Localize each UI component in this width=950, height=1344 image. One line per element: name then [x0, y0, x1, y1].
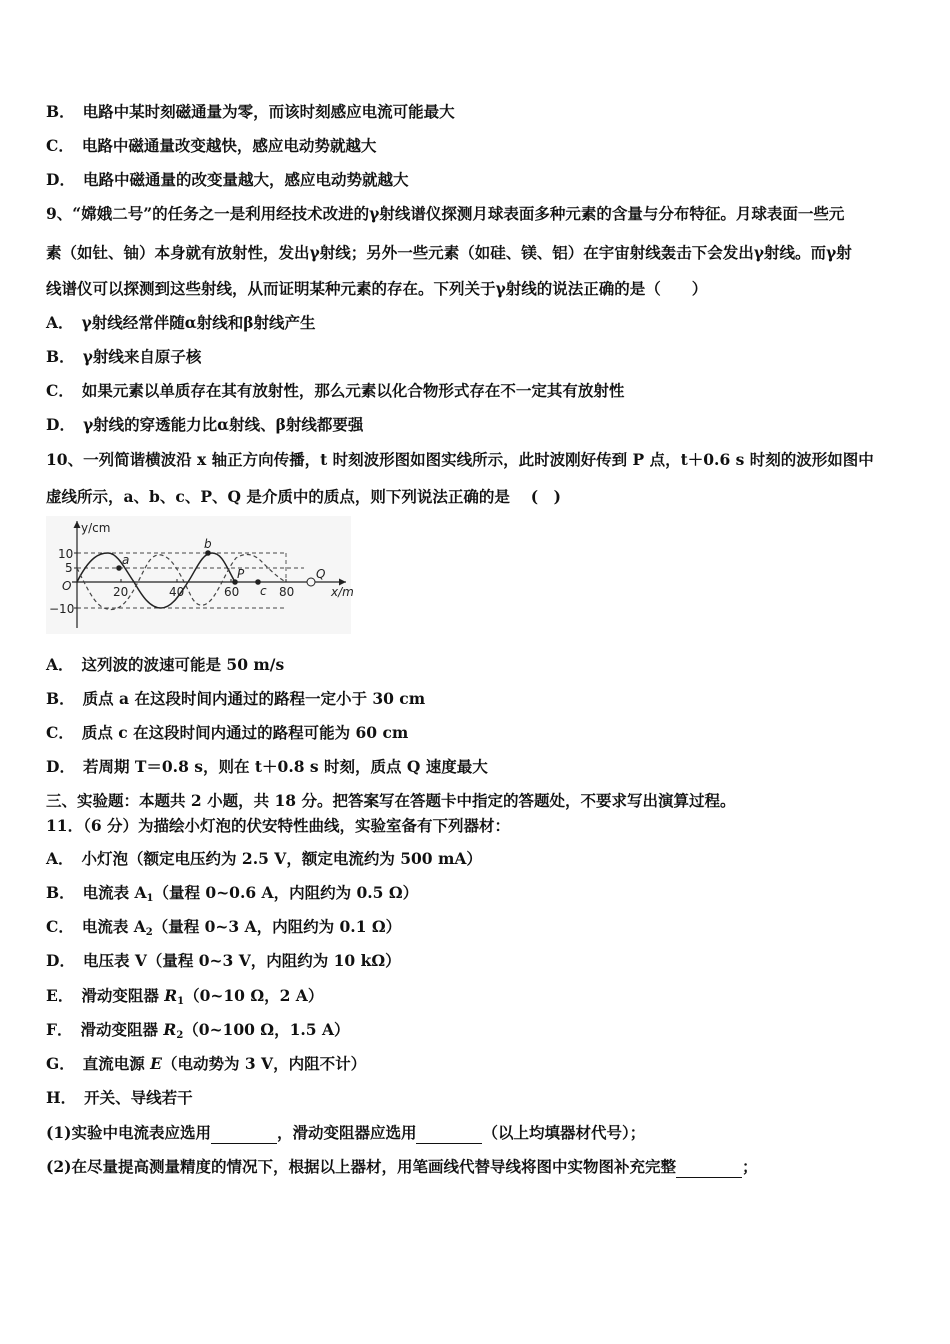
- q9-option-a: A． γ射线经常伴随α射线和β射线产生: [46, 313, 316, 332]
- q8-option-b: B． 电路中某时刻磁通量为零，而该时刻感应电流可能最大: [46, 102, 455, 121]
- q10-option-b: B． 质点 a 在这段时间内通过的路程一定小于 30 cm: [46, 689, 426, 708]
- y-tick-label-neg10: −10: [49, 602, 75, 616]
- point-a-marker: [116, 565, 122, 571]
- q10-stem-line2: 虚线所示，a、b、c、P、Q 是介质中的质点，则下列说法正确的是 ( ): [46, 487, 561, 506]
- q11-item-e: E． 滑动变阻器 $R_1(0\sim 10$ Ω，2 A）: [46, 986, 324, 1007]
- q11-item-f: F． 滑动变阻器 $R_2(0\sim 100$ Ω，1.5 A）: [46, 1020, 350, 1041]
- q11-item-b: B． 电流表 $A_1$（量程 0~0.6 A，内阻约为 0.5 Ω）: [46, 883, 419, 904]
- q11-item-d: D． 电压表 V（量程 0~3 V，内阻约为 10 kΩ）: [46, 951, 401, 970]
- x-tick-label-40: 40: [169, 585, 185, 599]
- point-b-label: b: [204, 537, 212, 551]
- origin-label: O: [62, 579, 72, 593]
- q10-option-d: D． 若周期 T＝0.8 s，则在 t＋0.8 s 时刻，质点 Q 速度最大: [46, 757, 488, 776]
- wave-graph: [46, 516, 354, 634]
- q11-item-a: A． 小灯泡（额定电压约为 2.5 V，额定电流约为 500 mA）: [46, 849, 482, 868]
- point-p-label: P: [237, 567, 245, 581]
- q9-option-c: C． 如果元素以单质存在其有放射性，那么元素以化合物形式存在不一定其有放射性: [46, 381, 625, 400]
- q8-option-d: D． 电路中磁通量的改变量越大，感应电动势就越大: [46, 170, 409, 189]
- x-tick-label-80: 80: [279, 585, 295, 599]
- x-axis-label: x/m: [331, 585, 354, 599]
- x-tick-label-20: 20: [113, 585, 129, 599]
- q11-item-g: G． 直流电源 E（电动势为 3 V，内阻不计）: [46, 1054, 367, 1073]
- point-q-label: Q: [316, 567, 326, 581]
- q11-item-c: C． 电流表 $A_2$（量程 0~3 A，内阻约为 0.1 Ω）: [46, 917, 402, 938]
- q11-part2: (2)在尽量提高测量精度的情况下，根据以上器材，用笔画线代替导线将图中实物图补充完整 ；: [46, 1157, 758, 1176]
- q11-stem: 11．（6 分）为描绘小灯泡的伏安特性曲线，实验室备有下列器材：: [46, 816, 511, 835]
- y-axis-label: y/cm: [81, 521, 111, 535]
- point-b-marker: [205, 550, 211, 556]
- q10-option-c: C． 质点 c 在这段时间内通过的路程可能为 60 cm: [46, 723, 409, 742]
- q10-option-a: A． 这列波的波速可能是 50 m/s: [46, 655, 285, 674]
- q9-option-d: D． γ射线的穿透能力比α射线、β射线都要强: [46, 415, 364, 434]
- point-c-label: c: [260, 584, 267, 598]
- q11-part1: (1)实验中电流表应选用 ，滑动变阻器应选用 （以上均填器材代号）；: [46, 1123, 646, 1142]
- q10-stem-line1: 10、一列简谐横波沿 x 轴正方向传播，t 时刻波形图如图实线所示，此时波刚好传到 P 点，t＋0.6 s 时刻的波形如图中: [46, 450, 874, 469]
- point-a-label: a: [122, 553, 130, 567]
- q9-stem-line1: 9、“嫦娥二号”的任务之一是利用经技术改进的γ射线谱仪探测月球表面多种元素的含量与分布特征。月球表面一些元: [46, 204, 845, 223]
- answer-blank-circuit[interactable]: [676, 1157, 742, 1178]
- wave-graph-figure: [46, 516, 354, 634]
- x-tick-label-60: 60: [224, 585, 240, 599]
- point-q-marker: [307, 578, 315, 586]
- answer-blank-rheostat[interactable]: [416, 1123, 482, 1144]
- q8-option-c: C． 电路中磁通量改变越快，感应电动势就越大: [46, 136, 377, 155]
- q11-item-h: H． 开关、导线若干: [46, 1088, 193, 1107]
- q9-option-b: B． γ射线来自原子核: [46, 347, 202, 366]
- y-tick-label-10: 10: [58, 547, 74, 561]
- y-tick-label-5: 5: [65, 561, 73, 575]
- q9-stem-line3: 线谱仪可以探测到这些射线，从而证明某种元素的存在。下列关于γ射线的说法正确的是（ ）: [46, 279, 708, 298]
- q9-stem-line2: 素（如钍、铀）本身就有放射性，发出γ射线；另外一些元素（如硅、镁、铝）在宇宙射线轰击下会发出γ射线。而γ射: [46, 243, 852, 262]
- answer-blank-ammeter[interactable]: [211, 1123, 277, 1144]
- section3-heading: 三、实验题：本题共 2 小题，共 18 分。把答案写在答题卡中指定的答题处，不要求写出演算过程。: [46, 791, 736, 810]
